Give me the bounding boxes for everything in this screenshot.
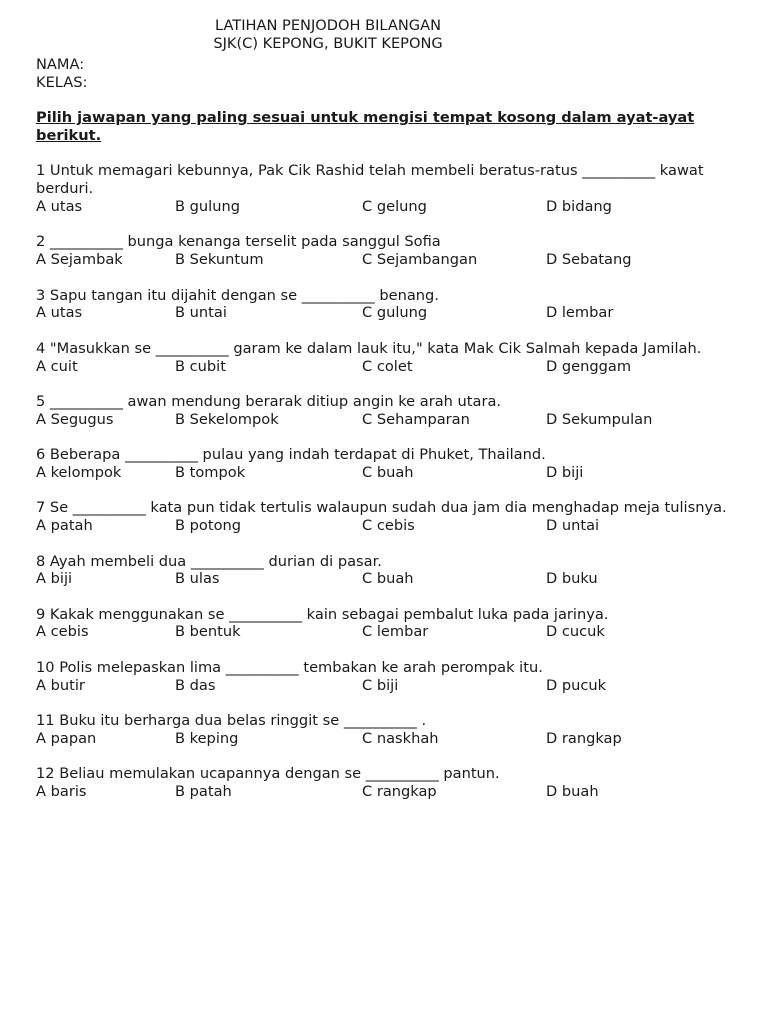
question-2	[36, 233, 736, 269]
option-a: A papan	[36, 729, 97, 747]
option-d: D Sekumpulan	[546, 410, 653, 428]
option-c: C rangkap	[362, 783, 437, 801]
option-d: D buah	[546, 783, 599, 801]
question-text: 6 Beberapa __________ pulau yang indah terdapat di Phuket, Thailand.	[36, 446, 546, 464]
option-b: B potong	[175, 517, 242, 535]
option-b: B cubit	[175, 357, 226, 375]
option-c: C Sehamparan	[362, 410, 470, 428]
option-c: C gulung	[362, 304, 428, 322]
question-3	[36, 287, 736, 323]
nama-label: NAMA:	[36, 56, 85, 73]
question-1	[36, 162, 736, 215]
answer-options	[36, 304, 736, 322]
option-b: B tompok	[175, 463, 246, 481]
option-a: A baris	[36, 783, 87, 801]
option-d: D buku	[546, 570, 598, 588]
option-c: C Sejambangan	[362, 251, 478, 269]
question-text: 4 "Masukkan se __________ garam ke dalam lauk itu," kata Mak Cik Salmah kepada Jamilah.	[36, 339, 702, 357]
option-c: C gelung	[362, 197, 427, 215]
option-b: B bentuk	[175, 623, 241, 641]
question-12	[36, 765, 736, 801]
option-a: A cuit	[36, 357, 78, 375]
question-11	[36, 712, 736, 748]
question-8	[36, 553, 736, 589]
title-line-2: SJK(C) KEPONG, BUKIT KEPONG	[213, 35, 443, 52]
option-c: C lembar	[362, 623, 429, 641]
option-a: A Segugus	[36, 410, 114, 428]
student-info	[36, 56, 736, 91]
answer-options	[36, 783, 736, 801]
option-b: B Sekelompok	[175, 410, 279, 428]
worksheet-page	[36, 17, 736, 801]
option-c: C cebis	[362, 517, 415, 535]
answer-options	[36, 517, 736, 535]
option-b: B keping	[175, 729, 239, 747]
option-b: B das	[175, 676, 216, 694]
option-d: D bidang	[546, 197, 612, 215]
option-b: B gulung	[175, 197, 240, 215]
worksheet-title	[36, 17, 620, 53]
question-text: 12 Beliau memulakan ucapannya dengan se __________ pantun.	[36, 765, 500, 783]
option-a: A biji	[36, 570, 73, 588]
answer-options	[36, 251, 736, 269]
option-d: D rangkap	[546, 729, 622, 747]
option-a: A butir	[36, 676, 85, 694]
question-text: 9 Kakak menggunakan se __________ kain sebagai pembalut luka pada jarinya.	[36, 605, 609, 623]
instruction-text: Pilih jawapan yang paling sesuai untuk mengisi tempat kosong dalam ayat-ayat berikut.	[36, 109, 695, 144]
answer-options	[36, 464, 736, 482]
question-text: 10 Polis melepaskan lima __________ tembakan ke arah perompak itu.	[36, 658, 543, 676]
option-a: A Sejambak	[36, 251, 123, 269]
question-7	[36, 499, 736, 535]
answer-options	[36, 677, 736, 695]
option-a: A utas	[36, 197, 83, 215]
question-9	[36, 606, 736, 642]
answer-options	[36, 623, 736, 641]
option-a: A utas	[36, 304, 83, 322]
question-10	[36, 659, 736, 695]
option-a: A cebis	[36, 623, 89, 641]
question-text: 2 __________ bunga kenanga terselit pada sanggul Sofia	[36, 233, 441, 251]
answer-options	[36, 730, 736, 748]
answer-options	[36, 358, 736, 376]
option-a: A kelompok	[36, 463, 122, 481]
option-b: B patah	[175, 783, 232, 801]
question-text: 1 Untuk memagari kebunnya, Pak Cik Rashid telah membeli beratus-ratus __________ kawat berduri.	[36, 162, 704, 198]
question-text: 11 Buku itu berharga dua belas ringgit se __________ .	[36, 712, 427, 730]
option-a: A patah	[36, 517, 93, 535]
question-text: 3 Sapu tangan itu dijahit dengan se __________ benang.	[36, 286, 439, 304]
question-5	[36, 393, 736, 429]
question-text: 8 Ayah membeli dua __________ durian di pasar.	[36, 552, 382, 570]
answer-options	[36, 570, 736, 588]
question-text: 7 Se __________ kata pun tidak tertulis walaupun sudah dua jam dia menghadap meja tulisnya.	[36, 499, 727, 517]
option-c: C naskhah	[362, 729, 439, 747]
option-d: D biji	[546, 463, 584, 481]
option-d: D pucuk	[546, 676, 607, 694]
question-list	[36, 162, 736, 800]
kelas-label: KELAS:	[36, 73, 88, 91]
option-c: C colet	[362, 357, 413, 375]
option-c: C biji	[362, 676, 399, 694]
question-4	[36, 340, 736, 376]
option-d: D cucuk	[546, 623, 605, 641]
question-text: 5 __________ awan mendung berarak ditiup angin ke arah utara.	[36, 392, 502, 410]
question-6	[36, 446, 736, 482]
option-b: B ulas	[175, 570, 220, 588]
option-d: D untai	[546, 517, 600, 535]
option-c: C buah	[362, 463, 414, 481]
option-b: B Sekuntum	[175, 251, 264, 269]
option-d: D genggam	[546, 357, 632, 375]
option-c: C buah	[362, 570, 414, 588]
answer-options	[36, 198, 736, 216]
title-line-1: LATIHAN PENJODOH BILANGAN	[214, 17, 441, 34]
option-d: D Sebatang	[546, 251, 632, 269]
answer-options	[36, 411, 736, 429]
option-d: D lembar	[546, 304, 614, 322]
option-b: B untai	[175, 304, 227, 322]
